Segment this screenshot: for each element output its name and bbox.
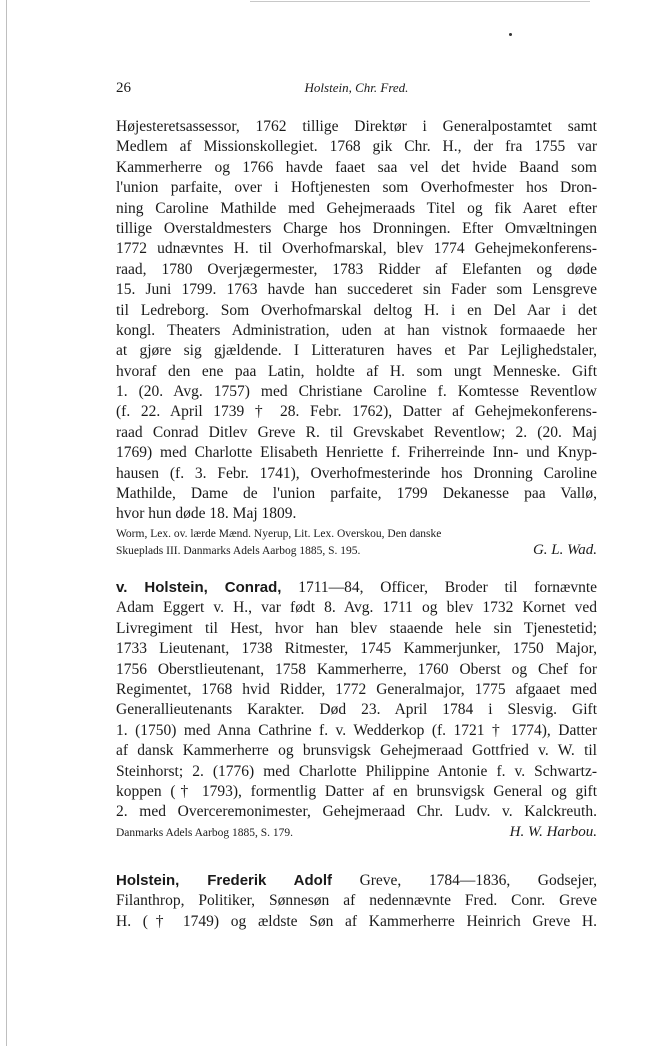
page-left-edge (6, 0, 7, 1046)
reference-line: Danmarks Adels Aarbog 1885, S. 179. H. W. Harbou. (116, 823, 597, 840)
text-line: raad Conrad Ditlev Greve R. til Grevskabet Reventlow; 2. (20. Maj (116, 423, 597, 441)
references (116, 526, 597, 558)
text-line: 1. (1750) med Anna Cathrine f. v. Wedderkop (f. 1721 † 1774), Datter (116, 721, 597, 739)
text-line: ning Caroline Mathilde med Gehejmeraads Titel og fik Aaret efter (116, 199, 597, 217)
text-line: 1769) med Charlotte Elisabeth Henriette f. Friherreinde Inn- und Knyp- (116, 444, 597, 462)
running-head: Holstein, Chr. Fred. (304, 80, 409, 95)
text-line: l'union parfaite, over i Hoftjenesten som Overhofmester hos Dron- (116, 179, 597, 197)
text-line: hausen (f. 3. Febr. 1741), Overhofmesterinde hos Dronning Caroline (116, 464, 597, 482)
text-line: 15. Juni 1799. 1763 havde han succederet sin Fader som Lensgreve (116, 281, 597, 299)
page-number: 26 (116, 80, 131, 96)
text-line: at gjøre sig gjældende. I Litteraturen haves et Par Lejlighedstaler, (116, 342, 597, 360)
entry-holstein-conrad (116, 578, 597, 840)
text-line: Generallieutenants Karakter. Død 23. April 1784 i Slesvig. Gift (116, 701, 597, 719)
entry-holstein-frederik-adolf (116, 871, 597, 932)
text-line: Holstein, Frederik Adolf Greve, 1784—1836, Godsejer, (116, 872, 597, 889)
text-line: Steinhorst; 2. (1776) med Charlotte Philippine Antonie f. v. Schwartz- (116, 762, 597, 780)
references (116, 824, 597, 840)
text-line: koppen († 1793), formentlig Datter af en brunsvigsk General og gift (116, 782, 597, 800)
entry-holstein-chr-fred (116, 117, 597, 558)
text-line: raad, 1780 Overjægermester, 1783 Ridder af Elefanten og døde (116, 260, 597, 278)
text-line: (f. 22. April 1739 † 28. Febr. 1762), Datter af Gehejmekonferens- (116, 403, 597, 421)
text-line: Livregiment til Hest, hvor han blev staaende hele sin Tjenestetid; (116, 619, 597, 637)
text-line: Højesteretsassessor, 1762 tillige Direktør i Generalpostamtet samt (116, 118, 597, 135)
text-line: 2. med Overceremonimester, Gehejmeraad Chr. Ludv. v. Kalckreuth. (116, 803, 597, 821)
text-line: tillige Overstaldmesters Charge hos Dronningen. Efter Omvæltningen (116, 219, 597, 237)
text-line: Filanthrop, Politiker, Sønnesøn af nedennævnte Fred. Conr. Greve (116, 892, 597, 910)
headword: Holstein, Frederik Adolf (116, 872, 332, 889)
text-line: 1733 Lieutenant, 1738 Ritmester, 1745 Kammerjunker, 1750 Major, (116, 640, 597, 658)
text-line: hvoraf den ene paa Latin, holdte af H. som ungt Menneske. Gift (116, 362, 597, 380)
text-line: 1. (20. Avg. 1757) med Christiane Caroline f. Komtesse Reventlow (116, 383, 597, 401)
text-line: Adam Eggert v. H., var født 8. Avg. 1711 og blev 1732 Kornet ved (116, 599, 597, 617)
reference-line: Skueplads III. Danmarks Adels Aarbog 1885, S. 195. G. L. Wad. (116, 541, 597, 558)
page-top-edge (250, 1, 590, 2)
author-signature: G. L. Wad. (532, 541, 597, 558)
text-line: v. Holstein, Conrad, 1711—84, Officer, Broder til fornævnte (116, 579, 597, 596)
text-line: Kammerherre og 1766 havde faaet saa vel det hvide Baand som (116, 158, 597, 176)
text-line: af dansk Kammerherre og brunsvigsk Gehejmeraad Gottfried v. W. til (116, 742, 597, 760)
author-signature: H. W. Harbou. (509, 823, 597, 840)
headword: v. Holstein, Conrad, (116, 579, 282, 596)
text-line: kongl. Theaters Administration, uden at han vistnok formaaede her (116, 321, 597, 339)
text-line: Medlem af Missionskollegiet. 1768 gik Chr. H., der fra 1755 var (116, 138, 597, 156)
text-line: hvor hun døde 18. Maj 1809. (116, 505, 297, 523)
text-line: 1772 udnævntes H. til Overhofmarskal, blev 1774 Gehejmekonferens- (116, 240, 597, 258)
text-line: til Ledreborg. Som Overhofmarskal deltog H. i en Del Aar i det (116, 301, 597, 319)
text-line: Regimentet, 1768 hvid Ridder, 1772 Generalmajor, 1775 afgaaet med (116, 680, 597, 698)
text-line: Mathilde, Dame de l'union parfaite, 1799 Dekanesse paa Vallø, (116, 485, 597, 503)
text-line: 1756 Oberstlieutenant, 1758 Kammerherre, 1760 Oberst og Chef for (116, 660, 597, 678)
text-line: H. († 1749) og ældste Søn af Kammerherre Heinrich Greve H. (116, 912, 597, 930)
ink-speck (509, 33, 512, 36)
reference-line: Worm, Lex. ov. lærde Mænd. Nyerup, Lit. Lex. Overskou, Den danske (116, 527, 442, 540)
page-header (116, 80, 597, 100)
